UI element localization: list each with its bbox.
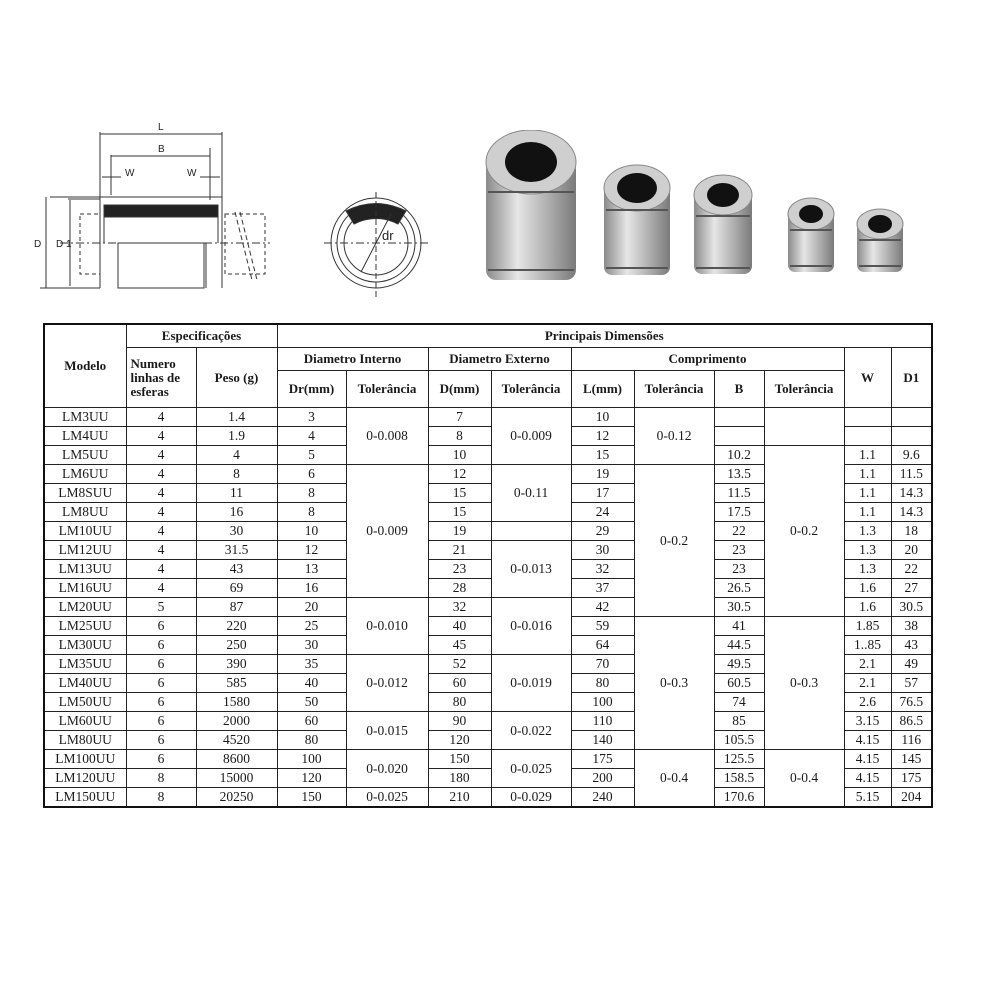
cell-dr: 80: [277, 731, 346, 750]
bearing-technical-drawing: [20, 100, 460, 300]
table-row: [44, 446, 932, 465]
cell-weight: 220: [196, 617, 277, 636]
header-w: W: [844, 348, 891, 408]
cell-weight: 2000: [196, 712, 277, 731]
cell-d: 90: [428, 712, 491, 731]
cell-balls: 4: [126, 408, 196, 427]
cell-dr: 5: [277, 446, 346, 465]
bearing-small-1: [788, 198, 834, 272]
cell-balls: 4: [126, 560, 196, 579]
cell-balls: 4: [126, 446, 196, 465]
cell-w: [844, 427, 891, 446]
cell-d1: 86.5: [891, 712, 932, 731]
cell-model: LM10UU: [44, 522, 126, 541]
cell-d1: 9.6: [891, 446, 932, 465]
figures-area: [0, 0, 1000, 320]
cell-dr: 10: [277, 522, 346, 541]
cell-w: 1.6: [844, 579, 891, 598]
bearing-medium-2: [694, 175, 752, 274]
cell-balls: 8: [126, 769, 196, 788]
cell-w: 1..85: [844, 636, 891, 655]
cell-model: LM5UU: [44, 446, 126, 465]
cell-d: 12: [428, 465, 491, 484]
cell-weight: 390: [196, 655, 277, 674]
cell-w: 3.15: [844, 712, 891, 731]
cell-d: 21: [428, 541, 491, 560]
cell-d: 15: [428, 503, 491, 522]
cell-balls: 6: [126, 636, 196, 655]
cell-l: 64: [571, 636, 634, 655]
cell-weight: 11: [196, 484, 277, 503]
cell-l: 29: [571, 522, 634, 541]
cell-weight: 585: [196, 674, 277, 693]
cell-tol-d: 0-0.016: [491, 598, 571, 655]
bearing-small-2: [857, 209, 903, 272]
cell-balls: 4: [126, 541, 196, 560]
dim-label-dr: dr: [382, 228, 394, 243]
cell-model: LM3UU: [44, 408, 126, 427]
cell-dr: 16: [277, 579, 346, 598]
cell-d: 150: [428, 750, 491, 769]
cell-model: LM8SUU: [44, 484, 126, 503]
cell-d: 45: [428, 636, 491, 655]
header-b: B: [714, 371, 764, 408]
cell-model: LM13UU: [44, 560, 126, 579]
cell-d1: 38: [891, 617, 932, 636]
cell-dr: 30: [277, 636, 346, 655]
dim-label-B: B: [158, 144, 165, 155]
cell-balls: 6: [126, 731, 196, 750]
cell-b: 125.5: [714, 750, 764, 769]
cell-dr: 150: [277, 788, 346, 808]
header-diametro-interno: Diametro Interno: [277, 348, 428, 371]
cell-tol-dr: 0-0.008: [346, 408, 428, 465]
cell-weight: 87: [196, 598, 277, 617]
cell-balls: 4: [126, 465, 196, 484]
cell-w: 1.6: [844, 598, 891, 617]
cell-l: 240: [571, 788, 634, 808]
table-row: [44, 408, 932, 427]
cell-d1: 22: [891, 560, 932, 579]
cell-b: 17.5: [714, 503, 764, 522]
cell-d1: 57: [891, 674, 932, 693]
cell-tol-d: 0-0.029: [491, 788, 571, 808]
cell-dr: 120: [277, 769, 346, 788]
cell-d1: 43: [891, 636, 932, 655]
header-especificacoes: Especificações: [126, 324, 277, 348]
cell-l: 80: [571, 674, 634, 693]
cell-d: 15: [428, 484, 491, 503]
cell-w: 1.1: [844, 465, 891, 484]
cell-b: 74: [714, 693, 764, 712]
cell-weight: 250: [196, 636, 277, 655]
cell-weight: 4520: [196, 731, 277, 750]
cell-tol-dr: 0-0.010: [346, 598, 428, 655]
header-dr: Dr(mm): [277, 371, 346, 408]
cell-dr: 100: [277, 750, 346, 769]
cell-d: 80: [428, 693, 491, 712]
cell-d: 32: [428, 598, 491, 617]
cell-b: 22: [714, 522, 764, 541]
cell-w: 1.85: [844, 617, 891, 636]
cell-d: 7: [428, 408, 491, 427]
cell-d: 180: [428, 769, 491, 788]
header-numero-linhas: Numero linhas de esferas: [126, 348, 196, 408]
cell-dr: 6: [277, 465, 346, 484]
cell-l: 19: [571, 465, 634, 484]
cell-model: LM16UU: [44, 579, 126, 598]
cell-d: 28: [428, 579, 491, 598]
cell-balls: 4: [126, 579, 196, 598]
cell-l: 17: [571, 484, 634, 503]
dim-label-W-right: W: [187, 168, 197, 179]
cell-l: 175: [571, 750, 634, 769]
cell-tol-dr: 0-0.025: [346, 788, 428, 808]
header-peso: Peso (g): [196, 348, 277, 408]
cell-tol-l: 0-0.12: [634, 408, 714, 465]
bearing-medium-1: [604, 165, 670, 275]
cell-w: 2.1: [844, 655, 891, 674]
table-row: [44, 750, 932, 769]
cell-tol-d: 0-0.022: [491, 712, 571, 750]
cell-model: LM8UU: [44, 503, 126, 522]
cell-weight: 69: [196, 579, 277, 598]
header-modelo: Modelo: [44, 324, 126, 408]
cell-b: 30.5: [714, 598, 764, 617]
cell-weight: 31.5: [196, 541, 277, 560]
cell-balls: 8: [126, 788, 196, 808]
cell-tol-d: 0-0.025: [491, 750, 571, 788]
cell-dr: 35: [277, 655, 346, 674]
cell-balls: 6: [126, 712, 196, 731]
cell-l: 30: [571, 541, 634, 560]
cell-model: LM6UU: [44, 465, 126, 484]
cell-dr: 20: [277, 598, 346, 617]
cell-balls: 4: [126, 427, 196, 446]
cell-w: 1.3: [844, 522, 891, 541]
cell-d1: 14.3: [891, 503, 932, 522]
cell-model: LM80UU: [44, 731, 126, 750]
cell-b: 10.2: [714, 446, 764, 465]
cell-model: LM50UU: [44, 693, 126, 712]
cell-tol-d: 0-0.013: [491, 541, 571, 598]
cell-tol-l: 0-0.2: [634, 465, 714, 617]
cell-model: LM4UU: [44, 427, 126, 446]
cell-b: [714, 408, 764, 427]
cell-d: 60: [428, 674, 491, 693]
cell-tol-dr: 0-0.012: [346, 655, 428, 712]
cell-d: 8: [428, 427, 491, 446]
cell-model: LM25UU: [44, 617, 126, 636]
cell-w: 4.15: [844, 769, 891, 788]
cell-dr: 40: [277, 674, 346, 693]
cell-b: 41: [714, 617, 764, 636]
cell-weight: 20250: [196, 788, 277, 808]
cell-tol-l: 0-0.4: [634, 750, 714, 808]
dim-label-L: L: [158, 122, 164, 133]
cell-weight: 16: [196, 503, 277, 522]
cell-balls: 6: [126, 693, 196, 712]
cell-d1: 76.5: [891, 693, 932, 712]
cell-d: 40: [428, 617, 491, 636]
cell-d1: 145: [891, 750, 932, 769]
header-tolerancia-l: Tolerância: [634, 371, 714, 408]
cell-b: 105.5: [714, 731, 764, 750]
cell-model: LM60UU: [44, 712, 126, 731]
bearing-spec-table: [43, 323, 933, 808]
cell-d: 120: [428, 731, 491, 750]
cell-d: 10: [428, 446, 491, 465]
cell-dr: 50: [277, 693, 346, 712]
cell-d1: 116: [891, 731, 932, 750]
cell-d: 19: [428, 522, 491, 541]
bearings-photo: [480, 130, 930, 290]
cell-balls: 4: [126, 503, 196, 522]
cell-w: 1.3: [844, 560, 891, 579]
cell-model: LM120UU: [44, 769, 126, 788]
cell-w: 1.1: [844, 484, 891, 503]
cell-dr: 13: [277, 560, 346, 579]
cell-dr: 60: [277, 712, 346, 731]
header-diametro-externo: Diametro Externo: [428, 348, 571, 371]
cell-w: [844, 408, 891, 427]
header-comprimento: Comprimento: [571, 348, 844, 371]
cell-dr: 8: [277, 503, 346, 522]
cell-b: 60.5: [714, 674, 764, 693]
cell-tol-dr: 0-0.015: [346, 712, 428, 750]
cell-w: 4.15: [844, 731, 891, 750]
cell-d1: [891, 408, 932, 427]
cell-l: 110: [571, 712, 634, 731]
cell-b: 44.5: [714, 636, 764, 655]
cell-b: 23: [714, 541, 764, 560]
cell-tol-d: 0-0.11: [491, 465, 571, 522]
cell-w: 4.15: [844, 750, 891, 769]
cell-balls: 6: [126, 655, 196, 674]
cell-l: 140: [571, 731, 634, 750]
cell-model: LM30UU: [44, 636, 126, 655]
dim-label-W-left: W: [125, 168, 135, 179]
cell-balls: 6: [126, 617, 196, 636]
cell-d1: [891, 427, 932, 446]
cell-dr: 3: [277, 408, 346, 427]
cell-tol-d: 0-0.019: [491, 655, 571, 712]
cell-w: 2.6: [844, 693, 891, 712]
cell-weight: 8: [196, 465, 277, 484]
cell-b: 85: [714, 712, 764, 731]
cell-model: LM12UU: [44, 541, 126, 560]
cell-dr: 8: [277, 484, 346, 503]
cell-model: LM35UU: [44, 655, 126, 674]
cell-w: 2.1: [844, 674, 891, 693]
cell-tol-b: 0-0.2: [764, 446, 844, 617]
table-row: [44, 617, 932, 636]
cell-l: 10: [571, 408, 634, 427]
cell-b: [714, 427, 764, 446]
cell-weight: 43: [196, 560, 277, 579]
cell-l: 32: [571, 560, 634, 579]
cell-model: LM20UU: [44, 598, 126, 617]
cell-l: 37: [571, 579, 634, 598]
cell-model: LM40UU: [44, 674, 126, 693]
cell-model: LM100UU: [44, 750, 126, 769]
cell-b: 13.5: [714, 465, 764, 484]
dim-label-D: D: [34, 239, 42, 250]
cell-b: 26.5: [714, 579, 764, 598]
cell-weight: 1580: [196, 693, 277, 712]
cell-tol-b-empty: [764, 408, 844, 446]
cell-b: 49.5: [714, 655, 764, 674]
cell-l: 12: [571, 427, 634, 446]
cell-d1: 204: [891, 788, 932, 808]
bearing-large: [486, 130, 576, 280]
cell-l: 42: [571, 598, 634, 617]
cell-l: 200: [571, 769, 634, 788]
cell-tol-b: 0-0.3: [764, 617, 844, 750]
header-l: L(mm): [571, 371, 634, 408]
cell-weight: 30: [196, 522, 277, 541]
cell-d1: 18: [891, 522, 932, 541]
cell-balls: 5: [126, 598, 196, 617]
header-tolerancia-b: Tolerância: [764, 371, 844, 408]
cell-tol-d-empty: [491, 522, 571, 541]
cell-b: 11.5: [714, 484, 764, 503]
cell-balls: 6: [126, 674, 196, 693]
cell-l: 15: [571, 446, 634, 465]
cell-tol-b: 0-0.4: [764, 750, 844, 808]
cell-b: 158.5: [714, 769, 764, 788]
cell-d1: 14.3: [891, 484, 932, 503]
header-principais-dimensoes: Principais Dimensões: [277, 324, 932, 348]
cell-dr: 25: [277, 617, 346, 636]
cell-weight: 1.9: [196, 427, 277, 446]
cell-d1: 20: [891, 541, 932, 560]
cell-d1: 175: [891, 769, 932, 788]
cell-weight: 4: [196, 446, 277, 465]
cell-d1: 27: [891, 579, 932, 598]
cell-d: 52: [428, 655, 491, 674]
header-tolerancia-d: Tolerância: [491, 371, 571, 408]
cell-weight: 15000: [196, 769, 277, 788]
header-d: D(mm): [428, 371, 491, 408]
cell-d: 23: [428, 560, 491, 579]
cell-w: 1.1: [844, 503, 891, 522]
cell-d1: 11.5: [891, 465, 932, 484]
cell-d1: 30.5: [891, 598, 932, 617]
cell-dr: 12: [277, 541, 346, 560]
dim-label-D1: D 1: [56, 239, 72, 250]
cell-d1: 49: [891, 655, 932, 674]
cell-tol-d: 0-0.009: [491, 408, 571, 465]
cell-l: 24: [571, 503, 634, 522]
cell-weight: 8600: [196, 750, 277, 769]
cell-w: 1.3: [844, 541, 891, 560]
cell-b: 170.6: [714, 788, 764, 808]
cell-tol-dr: 0-0.009: [346, 465, 428, 598]
cell-model: LM150UU: [44, 788, 126, 808]
header-tolerancia-dr: Tolerância: [346, 371, 428, 408]
cell-tol-l: 0-0.3: [634, 617, 714, 750]
cell-w: 1.1: [844, 446, 891, 465]
cell-l: 70: [571, 655, 634, 674]
cell-tol-dr: 0-0.020: [346, 750, 428, 788]
cell-balls: 6: [126, 750, 196, 769]
cell-dr: 4: [277, 427, 346, 446]
cell-b: 23: [714, 560, 764, 579]
cell-l: 59: [571, 617, 634, 636]
cell-balls: 4: [126, 522, 196, 541]
cell-w: 5.15: [844, 788, 891, 808]
cell-weight: 1.4: [196, 408, 277, 427]
cell-d: 210: [428, 788, 491, 808]
cell-balls: 4: [126, 484, 196, 503]
cell-l: 100: [571, 693, 634, 712]
header-d1: D1: [891, 348, 932, 408]
